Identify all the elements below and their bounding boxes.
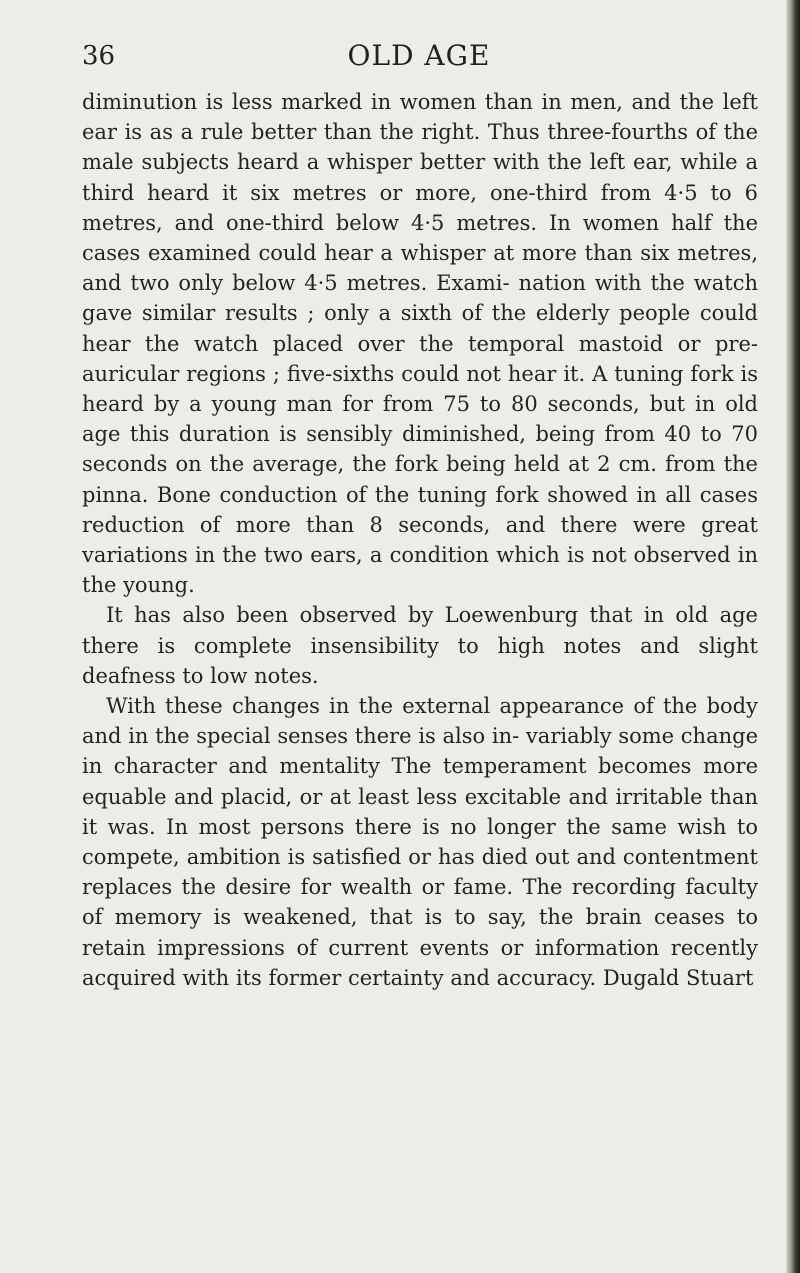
page-number: 36 <box>82 41 116 71</box>
paragraph-character-mentality: With these changes in the external appearance of the body and in the special senses there is also in- variably some change in character and mentality The temperament becomes more equable and placid, or at least less excitable and irritable than it was. In most persons there is no longer the same wish to compete, ambition is satisfied or has died out and contentment replaces the desire for wealth or fame. The recording faculty of memory is weakened, that is to say, the brain ceases to retain impressions of current events or information recently acquired with its former certainty and accuracy. Dugald Stuart <box>82 694 758 990</box>
running-head: OLD AGE <box>347 39 491 72</box>
page-header <box>82 36 756 80</box>
binding-edge <box>786 0 800 1273</box>
body-text <box>82 87 758 993</box>
paragraph-loewenburg: It has also been observed by Loewenburg that in old age there is complete insensibility to high notes and slight deafness to low notes. <box>82 603 758 688</box>
paragraph-hearing-results: diminution is less marked in women than in men, and the left ear is as a rule better than the right. Thus three-fourths of the male subjects heard a whisper better with the left ear, while a third heard it six metres or more, one-third from 4·5 to 6 metres, and one-third below 4·5 metres. In women half the cases examined could hear a whisper at more than six metres, and two only below 4·5 metres. Exami- nation with the watch gave similar results ; only a sixth of the elderly people could hear the watch placed over the temporal mastoid or pre-auricular regions ; five-sixths could not hear it. A tuning fork is heard by a young man for from 75 to 80 seconds, but in old age this duration is sensibly diminished, being from 40 to 70 seconds on the average, the fork being held at 2 cm. from the pinna. Bone conduction of the tuning fork showed in all cases reduction of more than 8 seconds, and there were great variations in the two ears, a condition which is not observed in the young. <box>82 90 758 598</box>
